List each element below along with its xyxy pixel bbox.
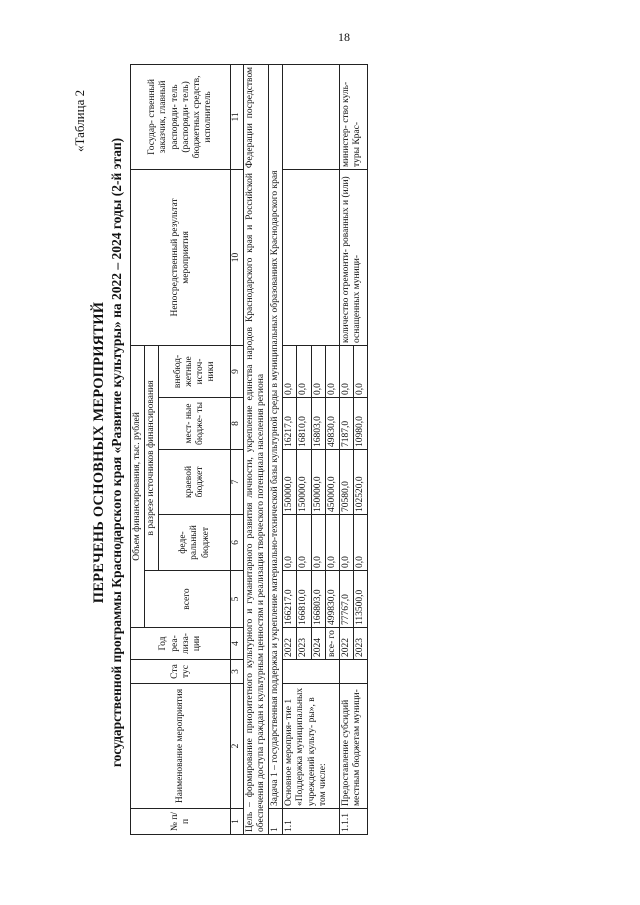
extra-cell: 0,0 (297, 345, 311, 397)
total-cell: 166803,0 (311, 571, 325, 628)
row-status (283, 660, 340, 684)
regional-cell: 150000,0 (283, 450, 297, 515)
customer-cell: министер- ство куль- туры Крас- (340, 64, 368, 169)
header-local: мест- ные бюдже- ты (159, 398, 231, 450)
total-cell: 166217,0 (283, 571, 297, 628)
col-number: 3 (231, 660, 243, 684)
header-result: Непосредственный результат мероприятия (131, 169, 231, 345)
col-number: 5 (231, 571, 243, 628)
goal-text: Цель – формирование приоритетного культурного и гуманитарного развития личности, укрепление единства народов Краснодарского края и Российской Федерации посредством обеспечения доступа граждан к культурным ценностям и реализация творческого потенциала населения региона (243, 64, 268, 834)
table-label: «Таблица 2 (72, 89, 87, 152)
year-cell: 2024 (311, 628, 325, 660)
col-number: 10 (231, 169, 243, 345)
document-subtitle: государственной программы Краснодарского края «Развитие культуры» на 2022 – 2024 годы (2-й этап) (109, 137, 124, 768)
extra-cell: 0,0 (283, 345, 297, 397)
page-number: 18 (338, 30, 350, 44)
year-cell: 2023 (297, 628, 311, 660)
regional-cell: 70580,0 (340, 450, 354, 515)
header-extra: внебюд- жетные источ- ники (159, 345, 231, 397)
federal-cell: 0,0 (354, 515, 368, 571)
local-cell: 16217,0 (283, 398, 297, 450)
task-row (269, 64, 283, 834)
col-number: 6 (231, 515, 243, 571)
total-cell: 77767,0 (340, 571, 354, 628)
federal-cell: 0,0 (297, 515, 311, 571)
year-cell: 2022 (340, 628, 354, 660)
row-status (340, 660, 368, 684)
table-row (283, 64, 297, 834)
total-cell: 499830,0 (325, 571, 339, 628)
col-number: 4 (231, 628, 243, 660)
row-name: Предоставление субсидий местным бюджетам муници- (340, 684, 368, 809)
column-numbers-row (231, 64, 243, 834)
table-row (340, 64, 354, 834)
header-row-1 (131, 64, 145, 834)
year-cell: 2023 (354, 628, 368, 660)
header-federal: феде- ральный бюджет (159, 515, 231, 571)
year-cell: 2022 (283, 628, 297, 660)
federal-cell: 0,0 (325, 515, 339, 571)
result-cell (283, 169, 340, 345)
header-volume: Объем финансирования, тыс. рублей (131, 345, 145, 627)
extra-cell: 0,0 (311, 345, 325, 397)
result-cell: количество отремонти- рованных и (или) оснащенных муници- (340, 169, 368, 345)
col-number: 9 (231, 345, 243, 397)
federal-cell: 0,0 (311, 515, 325, 571)
local-cell: 49830,0 (325, 398, 339, 450)
header-year: Год реа- лиза- ции (131, 628, 231, 660)
local-cell: 10980,0 (354, 398, 368, 450)
goal-row (243, 64, 268, 834)
regional-cell: 450000,0 (325, 450, 339, 515)
task-text: Задача 1 – государственная поддержка и укрепление материально-технической базы культурной среды в муниципальных образованиях Краснодарского края (269, 64, 283, 808)
row-num: 1.1 (283, 809, 340, 835)
local-cell: 7187,0 (340, 398, 354, 450)
col-number: 2 (231, 684, 243, 809)
col-number: 7 (231, 450, 243, 515)
header-name: Наименование мероприятия (131, 684, 231, 809)
federal-cell: 0,0 (283, 515, 297, 571)
header-total: всего (145, 571, 231, 628)
extra-cell: 0,0 (340, 345, 354, 397)
task-num: 1 (269, 809, 283, 835)
local-cell: 16810,0 (297, 398, 311, 450)
extra-cell: 0,0 (325, 345, 339, 397)
regional-cell: 150000,0 (311, 450, 325, 515)
header-num: № п/п (131, 809, 231, 835)
federal-cell: 0,0 (340, 515, 354, 571)
year-cell: все- го (325, 628, 339, 660)
header-status: Ста тус (131, 660, 231, 684)
document-title: ПЕРЕЧЕНЬ ОСНОВНЫХ МЕРОПРИЯТИЙ (91, 301, 107, 604)
col-number: 1 (231, 809, 243, 835)
total-cell: 166810,0 (297, 571, 311, 628)
header-breakdown: в разрезе источников финансирования (145, 345, 159, 570)
row-num: 1.1.1 (340, 809, 368, 835)
local-cell: 16803,0 (311, 398, 325, 450)
col-number: 11 (231, 64, 243, 169)
total-cell: 113500,0 (354, 571, 368, 628)
extra-cell: 0,0 (354, 345, 368, 397)
regional-cell: 102520,0 (354, 450, 368, 515)
measures-table (130, 64, 368, 835)
header-regional: краевой бюджет (159, 450, 231, 515)
col-number: 8 (231, 398, 243, 450)
regional-cell: 150000,0 (297, 450, 311, 515)
customer-cell (283, 64, 340, 169)
header-customer: Государ- ственный заказчик, главный распоряди- тель (распоряди- тель) бюджетных средств, исполнитель (131, 64, 231, 169)
row-name: Основное мероприя- тие 1 «Поддержка муниципальных учреждений культу- ры», в том числе: (283, 684, 340, 809)
